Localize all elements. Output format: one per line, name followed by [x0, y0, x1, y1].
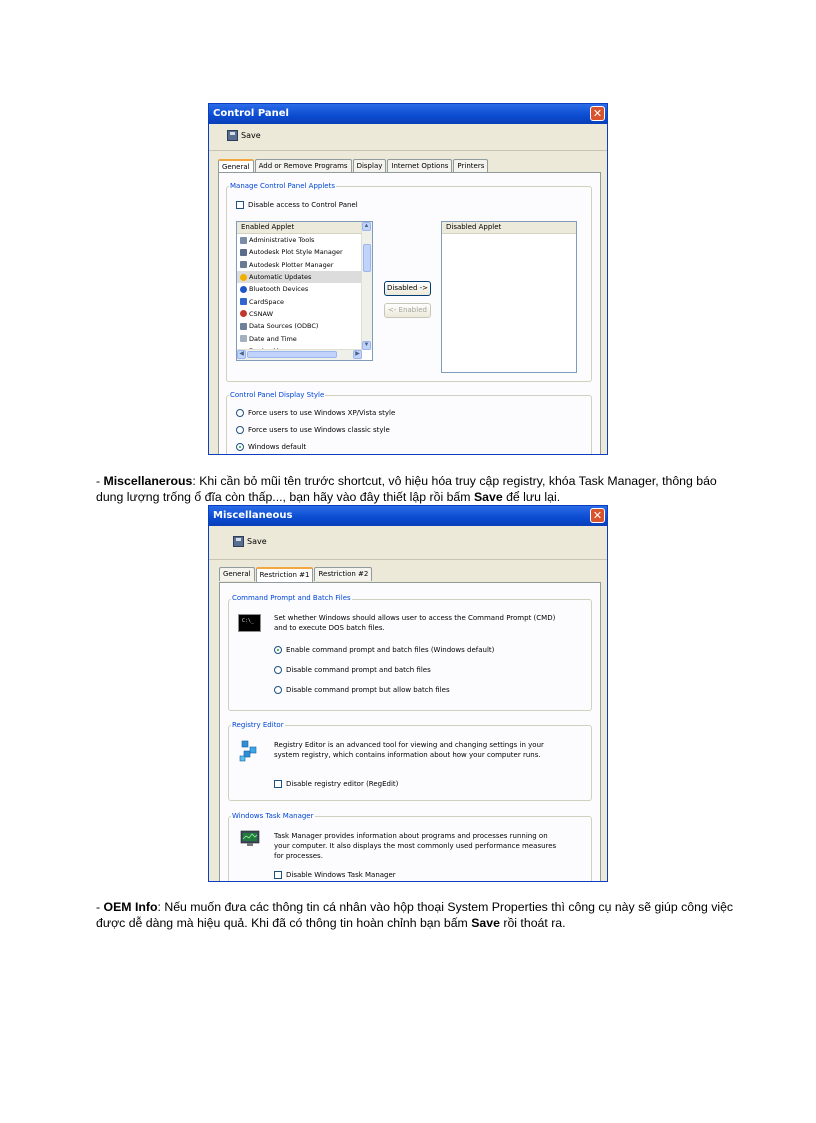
- registry-editor-description-line2: system registry, which contains information about how your computer runs.: [274, 751, 541, 759]
- enabled-applet-header: Enabled Applet: [237, 222, 372, 234]
- disable-cmd-label: Disable command prompt and batch files: [286, 666, 431, 674]
- oem-info-paragraph: - OEM Info: Nếu muốn đưa các thông tin cá nhân vào hộp thoại System Properties thì công cụ này sẽ giúp công việc được dễ dàng mà hiệu quả. Khi đã có thông tin hoàn chỉnh bạn bấm Save rồi thoát ra.: [96, 900, 734, 930]
- enable-cmd-label: Enable command prompt and batch files (Windows default): [286, 646, 495, 654]
- tab-panel: [218, 172, 601, 455]
- admin-tools-icon: [240, 237, 247, 244]
- disable-cmd-radio[interactable]: [274, 666, 282, 674]
- bluetooth-icon: [240, 286, 247, 293]
- disable-task-manager-checkbox[interactable]: [274, 871, 282, 879]
- task-manager-description-line2: your computer. It also displays the most commonly used performance measures: [274, 842, 557, 850]
- save-label: Save: [241, 131, 261, 140]
- disable-applet-button[interactable]: Disabled ->: [384, 281, 431, 296]
- disable-access-checkbox[interactable]: [236, 201, 244, 209]
- enable-applet-button[interactable]: <- Enabled: [384, 303, 431, 318]
- command-prompt-label: Command Prompt and Batch Files: [232, 594, 351, 602]
- list-item[interactable]: CardSpace: [237, 295, 372, 307]
- oem-info-term: OEM Info: [103, 900, 158, 914]
- task-manager-icon: [240, 830, 262, 848]
- classic-style-label: Force users to use Windows classic style: [248, 426, 390, 434]
- enable-cmd-radio[interactable]: [274, 646, 282, 654]
- csnaw-icon: [240, 310, 247, 317]
- command-prompt-icon: [238, 614, 261, 632]
- save-button[interactable]: [233, 536, 267, 547]
- list-item[interactable]: Administrative Tools: [237, 234, 372, 246]
- control-panel-titlebar[interactable]: [209, 104, 607, 124]
- manage-applets-label: Manage Control Panel Applets: [230, 182, 335, 190]
- save-button[interactable]: [227, 130, 261, 141]
- control-panel-title: Control Panel: [213, 108, 289, 119]
- miscellaneous-window: [208, 505, 608, 882]
- cardspace-icon: [240, 298, 247, 305]
- registry-editor-icon: [238, 739, 262, 763]
- tab-add-remove-programs[interactable]: Add or Remove Programs: [255, 159, 352, 173]
- automatic-updates-icon: [240, 274, 247, 281]
- scroll-up-icon[interactable]: ▲: [363, 223, 370, 229]
- command-prompt-description-line1: Set whether Windows should allows user to access the Command Prompt (CMD): [274, 614, 556, 622]
- registry-editor-description-line1: Registry Editor is an advanced tool for viewing and changing settings in your: [274, 741, 544, 749]
- enabled-applet-list[interactable]: [236, 221, 373, 361]
- tab-restriction-2[interactable]: Restriction #2: [314, 567, 372, 581]
- tab-internet-options[interactable]: Internet Options: [387, 159, 452, 173]
- data-sources-icon: [240, 323, 247, 330]
- list-item[interactable]: CSNAW: [237, 308, 372, 320]
- xp-vista-style-radio[interactable]: [236, 409, 244, 417]
- miscellaneous-term: Miscellanerous: [103, 474, 193, 488]
- registry-editor-group: [228, 725, 592, 801]
- display-style-label: Control Panel Display Style: [230, 391, 325, 399]
- list-item[interactable]: Autodesk Plotter Manager: [237, 259, 372, 271]
- task-manager-label: Windows Task Manager: [232, 812, 314, 820]
- control-panel-window: [208, 103, 608, 455]
- close-icon[interactable]: ✕: [590, 508, 605, 523]
- toolbar: [209, 526, 607, 560]
- plot-style-icon: [240, 249, 247, 256]
- miscellaneous-title: Miscellaneous: [213, 510, 293, 521]
- tab-printers[interactable]: Printers: [453, 159, 488, 173]
- scroll-right-icon[interactable]: ▶: [353, 350, 362, 359]
- tab-display[interactable]: Display: [353, 159, 387, 173]
- list-item[interactable]: Bluetooth Devices: [237, 283, 372, 295]
- save-label: Save: [247, 537, 267, 546]
- windows-default-radio[interactable]: [236, 443, 244, 451]
- tab-panel: [219, 582, 601, 882]
- scroll-thumb-horizontal[interactable]: [247, 351, 337, 358]
- list-item[interactable]: Automatic Updates: [237, 271, 372, 283]
- miscellaneous-titlebar[interactable]: [209, 506, 607, 526]
- windows-default-label: Windows default: [248, 443, 307, 451]
- registry-editor-label: Registry Editor: [232, 721, 284, 729]
- floppy-disk-icon: [233, 536, 244, 547]
- plotter-icon: [240, 261, 247, 268]
- disable-cmd-allow-batch-radio[interactable]: [274, 686, 282, 694]
- classic-style-radio[interactable]: [236, 426, 244, 434]
- disable-regedit-checkbox[interactable]: [274, 780, 282, 788]
- tab-general[interactable]: General: [218, 159, 254, 176]
- tab-general[interactable]: General: [219, 567, 255, 581]
- task-manager-description-line1: Task Manager provides information about programs and processes running on: [274, 832, 548, 840]
- disable-task-manager-label: Disable Windows Task Manager: [286, 871, 396, 879]
- scroll-thumb[interactable]: [363, 244, 371, 272]
- save-term: Save: [471, 916, 500, 930]
- disabled-applet-list[interactable]: [441, 221, 577, 373]
- save-term: Save: [473, 490, 503, 504]
- toolbar: [209, 124, 607, 151]
- disabled-applet-header: Disabled Applet: [442, 222, 576, 234]
- disable-regedit-label: Disable registry editor (RegEdit): [286, 780, 399, 788]
- command-prompt-description-line2: and to execute DOS batch files.: [274, 624, 385, 632]
- close-icon[interactable]: ✕: [590, 106, 605, 121]
- floppy-disk-icon: [227, 130, 238, 141]
- disable-cmd-allow-batch-label: Disable command prompt but allow batch files: [286, 686, 450, 694]
- task-manager-description-line3: for processes.: [274, 852, 323, 860]
- scroll-left-icon[interactable]: ◀: [237, 350, 246, 359]
- list-item[interactable]: Autodesk Plot Style Manager: [237, 246, 372, 258]
- horizontal-scrollbar[interactable]: [237, 349, 362, 360]
- vertical-scrollbar[interactable]: [361, 222, 372, 350]
- disable-access-label: Disable access to Control Panel: [248, 201, 358, 209]
- xp-vista-style-label: Force users to use Windows XP/Vista style: [248, 409, 396, 417]
- list-item[interactable]: Data Sources (ODBC): [237, 320, 372, 332]
- list-item[interactable]: Date and Time: [237, 332, 372, 344]
- scroll-down-icon[interactable]: ▼: [363, 342, 370, 348]
- miscellaneous-paragraph: - Miscellanerous: Khi cần bỏ mũi tên trước shortcut, vô hiệu hóa truy cập registry, khóa Task Manager, thông báo dung lượng trống ổ đĩa còn thấp..., bạn hãy vào đây thiết lập rồi bấm Save để lưu lại.: [96, 474, 717, 504]
- date-time-icon: [240, 335, 247, 342]
- tab-restriction-1[interactable]: Restriction #1: [256, 567, 314, 584]
